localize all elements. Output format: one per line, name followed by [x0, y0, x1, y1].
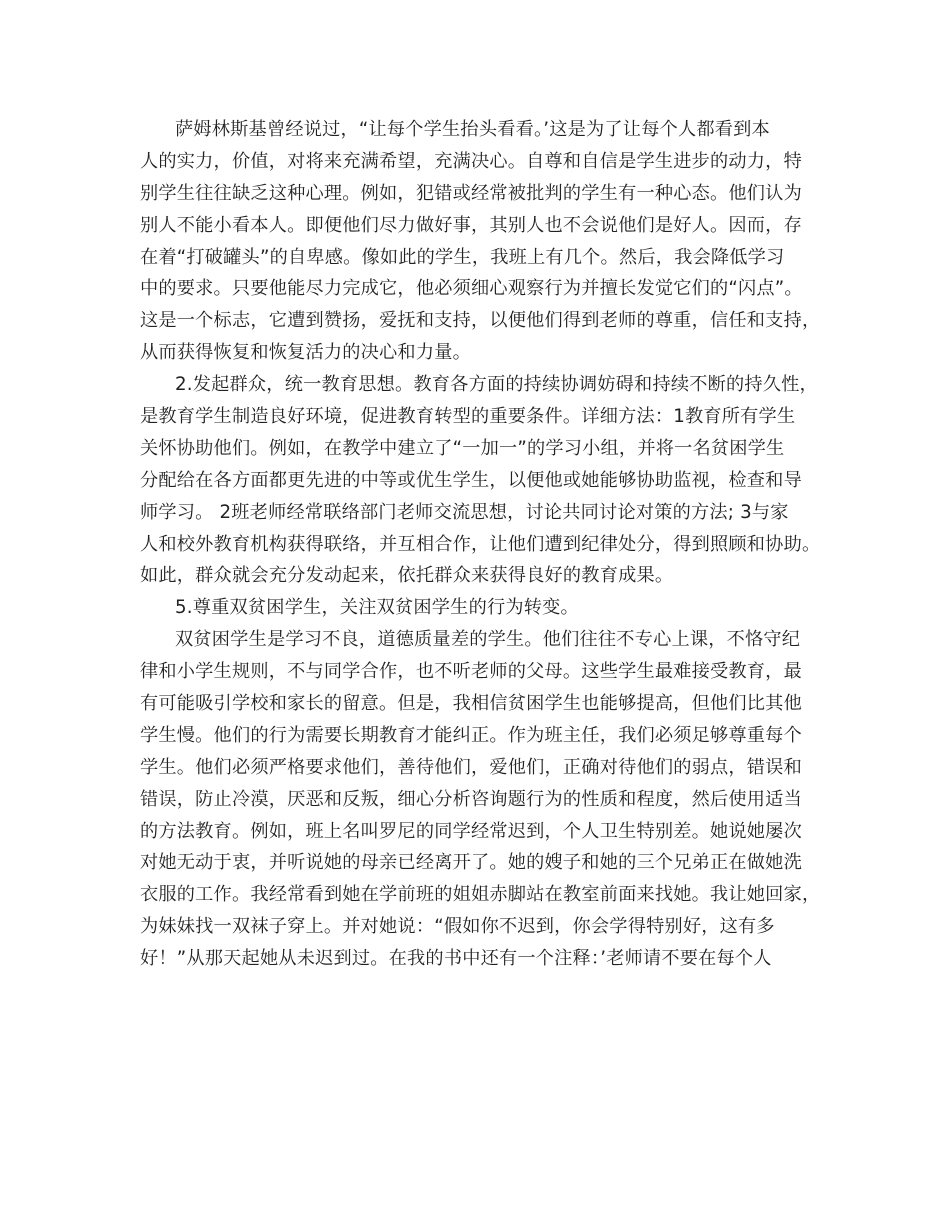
- text-line: 萨姆林斯基曾经说过，“让每个学生抬头看看。’这是为了让每个人都看到本: [175, 119, 770, 140]
- text-line: 双贫困学生是学习不良，道德质量差的学生。他们往往不专心上课，不恪守纪: [175, 629, 801, 651]
- text-line: 分配给在各方面都更先进的中等或优生学生，以便他或她能够协助监视，检查和导: [140, 469, 802, 491]
- text-line: 5.尊重双贫困学生，关注双贫困学生的行为转变。: [175, 597, 579, 619]
- text-line: 是教育学生制造良好环境，促进教育转型的重要条件。详细方法：1教育所有学生: [140, 406, 796, 428]
- text-line: 人和校外教育机构获得联络，并互相合作，让他们遭到纪律处分，得到照顾和协助。: [140, 533, 821, 555]
- text-line: 为妹妹找一双袜子穿上。并对她说：“假如你不迟到，你会学得特别好，这有多: [140, 916, 775, 938]
- text-line: 这是一个标志，它遭到赞扬，爱抚和支持，以便他们得到老师的尊重，信任和支持，: [140, 310, 821, 332]
- text-line: 错误，防止冷漠，厌恶和反叛，细心分析咨询题行为的性质和程度，然后使用适当: [140, 788, 802, 810]
- text-line: 衣服的工作。我经常看到她在学前班的姐姐赤脚站在教室前面来找她。我让她回家，: [140, 884, 821, 906]
- text-line: 有可能吸引学校和家长的留意。但是，我相信贫困学生也能够提高，但他们比其他: [140, 693, 802, 715]
- text-line: 学生。他们必须严格要求他们，善待他们，爱他们，正确对待他们的弱点，错误和: [140, 756, 802, 778]
- text-line: 别学生往往缺乏这种心理。例如，犯错或经常被批判的学生有一种心态。他们认为: [140, 182, 802, 204]
- text-line: 从而获得恢复和恢复活力的决心和力量。: [140, 342, 471, 364]
- text-line: 别人不能小看本人。即便他们尽力做好事，其别人也不会说他们是好人。因而，存: [140, 214, 802, 236]
- text-line: 2.发起群众，统一教育思想。教育各方面的持续协调妨碍和持续不断的持久性，: [175, 374, 818, 396]
- body-text: [140, 114, 830, 975]
- text-line: 好！”从那天起她从未迟到过。在我的书中还有一个注释：’老师请不要在每个人: [140, 948, 772, 970]
- text-line: 的方法教育。例如，班上名叫罗尼的同学经常迟到，个人卫生特别差。她说她屡次: [140, 820, 802, 842]
- text-line: 人的实力，价值，对将来充满希望，充满决心。自尊和自信是学生进步的动力，特: [140, 150, 802, 172]
- text-line: 中的要求。只要他能尽力完成它，他必须细心观察行为并擅长发觉它们的“闪点”。: [140, 278, 803, 300]
- text-line: 师学习。 2班老师经常联络部门老师交流思想，讨论共同讨论对策的方法; 3与家: [140, 501, 789, 523]
- text-line: 律和小学生规则，不与同学合作，也不听老师的父母。这些学生最难接受教育，最: [140, 661, 802, 683]
- text-line: 在着“打破罐头”的自卑感。像如此的学生，我班上有几个。然后，我会降低学习: [140, 246, 785, 268]
- text-line: 对她无动于衷，并听说她的母亲已经离开了。她的嫂子和她的三个兄弟正在做她洗: [140, 852, 802, 874]
- text-line: 学生慢。他们的行为需要长期教育才能纠正。作为班主任，我们必须足够尊重每个: [140, 724, 802, 746]
- text-line: 如此，群众就会充分发动起来，依托群众来获得良好的教育成果。: [140, 565, 674, 587]
- text-line: 关怀协助他们。例如，在教学中建立了“一加一”的学习小组，并将一名贫困学生: [140, 437, 785, 459]
